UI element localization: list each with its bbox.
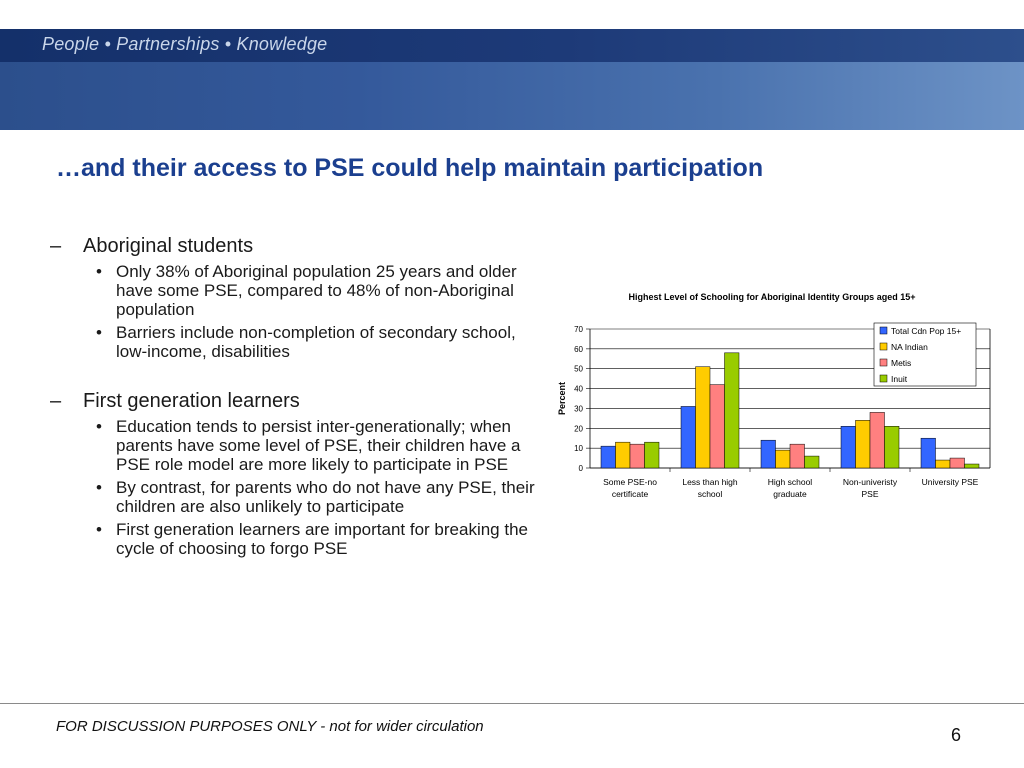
footer-divider: [0, 703, 1024, 704]
bullet-text: First generation learners are important for breaking the cycle of choosing to forgo PSE: [116, 520, 528, 558]
legend-label: Total Cdn Pop 15+: [891, 326, 962, 336]
y-axis-label: Percent: [557, 381, 567, 416]
x-tick-label: Less than high: [682, 477, 738, 487]
chart-title: Highest Level of Schooling for Aboriginal Identity Groups aged 15+: [628, 292, 916, 302]
bar: [645, 442, 660, 468]
y-tick-label: 60: [574, 344, 583, 354]
dot-bullet: •: [96, 262, 102, 281]
x-tick-label: Some PSE-no: [603, 477, 657, 487]
bullet-text: Barriers include non-completion of secondary school, low-income, disabilities: [116, 323, 516, 361]
page-number: 6: [951, 725, 962, 745]
x-tick-label: High school: [767, 477, 813, 487]
header-banner: [0, 29, 1024, 130]
bar: [681, 406, 696, 468]
bar: [805, 456, 820, 468]
y-tick-label: 70: [574, 325, 583, 334]
legend-swatch: [880, 327, 887, 334]
x-tick-label: graduate: [773, 489, 807, 499]
legend-swatch: [880, 343, 887, 350]
bar: [725, 353, 740, 468]
legend-label: Metis: [891, 358, 912, 368]
y-tick-label: 40: [574, 384, 583, 394]
bullet-item: [96, 520, 550, 558]
bullet-text: Only 38% of Aboriginal population 25 years and older have some PSE, compared to 48% of non-Aboriginal population: [116, 262, 517, 319]
y-tick-label: 30: [574, 404, 583, 414]
footer-disclaimer: FOR DISCUSSION PURPOSES ONLY - not for wider circulation: [56, 718, 484, 735]
bullet-list: [50, 232, 550, 558]
bullet-item: [96, 417, 550, 474]
slide-title: …and their access to PSE could help maintain participation: [56, 154, 764, 182]
bar: [950, 458, 965, 468]
dash-bullet: –: [50, 390, 62, 412]
bar: [856, 420, 871, 468]
bar: [601, 446, 616, 468]
bar: [630, 444, 645, 468]
bar: [885, 426, 900, 468]
bar: [710, 385, 725, 468]
bar: [936, 460, 951, 468]
bullet-item: [96, 478, 550, 516]
y-tick-label: 50: [574, 364, 583, 374]
section-heading-text: Aboriginal students: [83, 235, 254, 257]
legend-swatch: [880, 375, 887, 382]
y-tick-label: 20: [574, 424, 583, 434]
bar: [870, 412, 885, 468]
x-tick-label: school: [697, 489, 723, 499]
x-tick-label: PSE: [861, 489, 879, 499]
dot-bullet: •: [96, 520, 102, 539]
section-heading: [50, 234, 550, 258]
bullet-item: [96, 262, 550, 319]
dash-bullet: –: [50, 235, 62, 257]
x-tick-label: certificate: [611, 489, 649, 499]
dot-bullet: •: [96, 323, 102, 342]
y-tick-label: 0: [578, 464, 583, 473]
section-heading: [50, 389, 550, 413]
section-heading-text: First generation learners: [83, 390, 300, 412]
legend-label: Inuit: [891, 374, 908, 384]
bar: [696, 367, 711, 468]
bar: [761, 440, 776, 468]
dot-bullet: •: [96, 478, 102, 497]
bar: [790, 444, 805, 468]
bar: [921, 438, 936, 468]
bar: [841, 426, 856, 468]
x-tick-label: University PSE: [921, 477, 979, 487]
legend-swatch: [880, 359, 887, 366]
bullet-item: [96, 323, 550, 361]
bar: [616, 442, 631, 468]
bullet-text: Education tends to persist inter-generationally; when parents have some level of PSE, their children have a PSE role model are more likely to participate in PSE: [116, 417, 521, 474]
bullet-text: By contrast, for parents who do not have any PSE, their children are also unlikely to participate: [116, 478, 535, 516]
tagline: People • Partnerships • Knowledge: [42, 34, 328, 54]
legend-label: NA Indian: [891, 342, 928, 352]
dot-bullet: •: [96, 417, 102, 436]
x-tick-label: Non-univeristy: [842, 477, 898, 487]
bar: [776, 450, 791, 468]
header-tagline-strip: [0, 29, 1024, 62]
y-tick-label: 10: [574, 444, 583, 454]
schooling-bar-chart: [548, 282, 1000, 512]
bar: [965, 464, 980, 468]
